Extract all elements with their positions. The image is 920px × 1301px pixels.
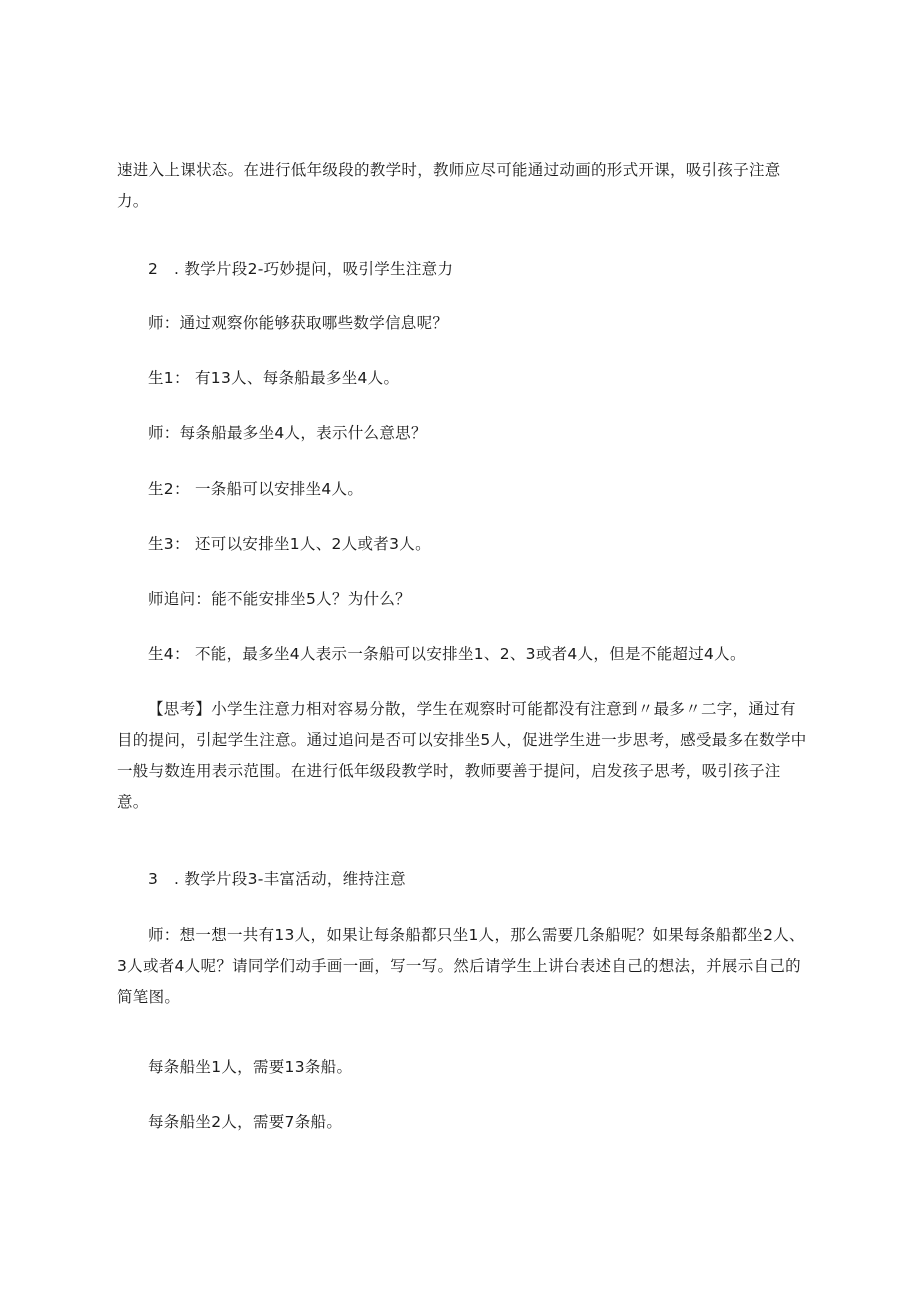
dialogue-student-4: 生4： 不能，最多坐4人表示一条船可以安排坐1、2、3或者4人，但是不能超过4人。 — [148, 645, 746, 663]
dialogue-teacher-question-2: 师：每条船最多坐4人，表示什么意思？ — [148, 424, 427, 442]
result-two-per-boat: 每条船坐2人，需要7条船。 — [148, 1113, 343, 1131]
dialogue-teacher-question-1: 师：通过观察你能够获取哪些数学信息呢？ — [148, 314, 449, 332]
dialogue-teacher-followup: 师追问：能不能安排坐5人？为什么？ — [148, 590, 411, 608]
dialogue-student-3: 生3： 还可以安排坐1人、2人或者3人。 — [148, 535, 431, 553]
result-one-per-boat: 每条船坐1人，需要13条船。 — [148, 1058, 353, 1076]
section-heading-2: 2 . 教学片段2-巧妙提问，吸引学生注意力 — [148, 260, 454, 278]
dialogue-student-2: 生2： 一条船可以安排坐4人。 — [148, 480, 364, 498]
reflection-paragraph: 【思考】小学生注意力相对容易分散，学生在观察时可能都没有注意到〃最多〃二字，通过有目的提问，引起学生注意。通过追问是否可以安排坐5人，促进学生进一步思考，感受最多在数学中一般与数连用表示范围。在进行低年级段教学时，教师要善于提问，启发孩子思考，吸引孩子注意。 — [117, 700, 807, 811]
dialogue-teacher-activity: 师：想一想一共有13人，如果让每条船都只坐1人，那么需要几条船呢？如果每条船都坐2人、3人或者4人呢？请同学们动手画一画，写一写。然后请学生上讲台表述自己的想法，并展示自己的简笔图。 — [117, 926, 805, 1006]
paragraph-intro-continuation: 速进入上课状态。在进行低年级段的教学时，教师应尽可能通过动画的形式开课，吸引孩子注意力。 — [117, 161, 781, 210]
section-heading-3: 3 . 教学片段3-丰富活动，维持注意 — [148, 870, 406, 888]
dialogue-student-1: 生1： 有13人、每条船最多坐4人。 — [148, 369, 400, 387]
